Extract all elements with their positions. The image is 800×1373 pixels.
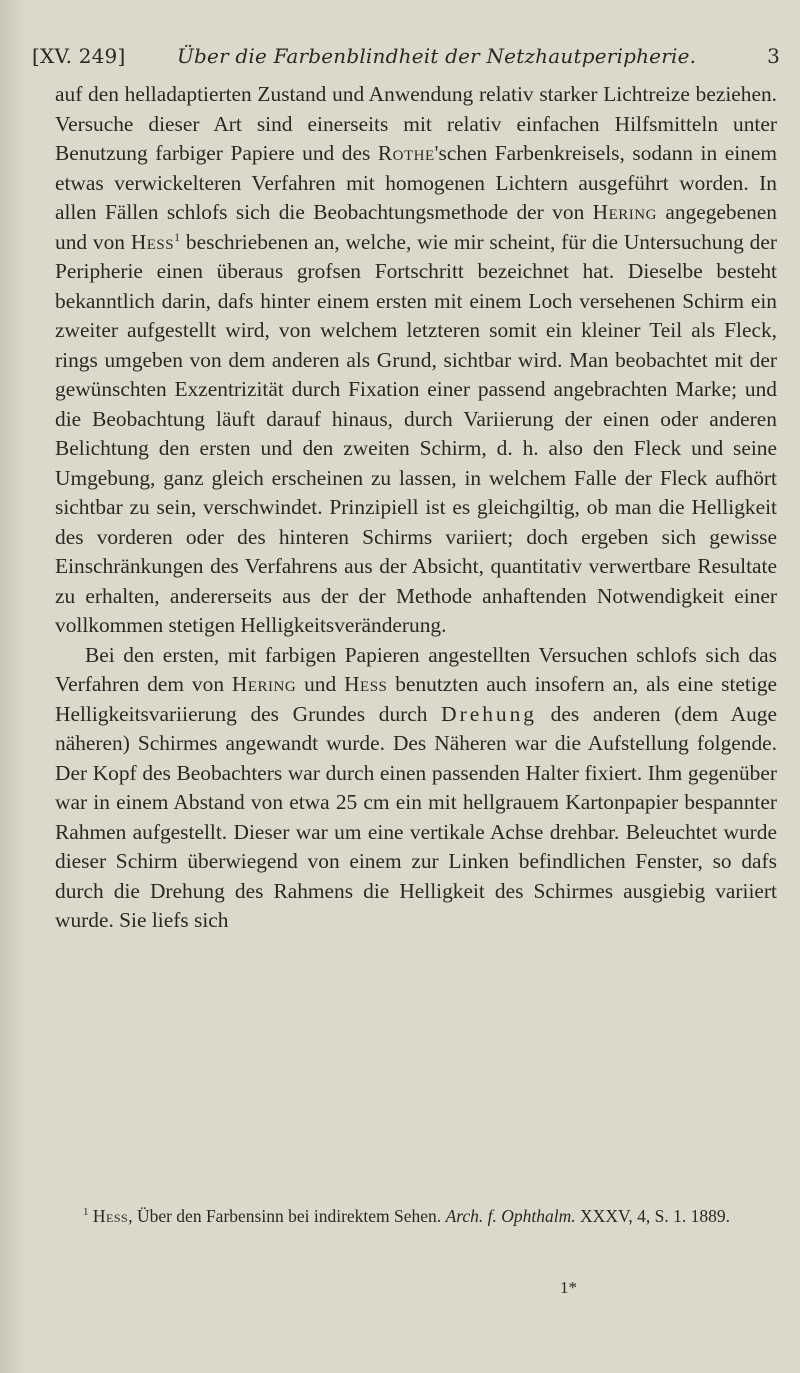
page-gutter-shadow (0, 0, 24, 1373)
signature-mark: 1* (560, 1278, 577, 1297)
main-text (55, 80, 777, 936)
name-rothe: Rothe (377, 141, 435, 165)
footnote-author: Hess (92, 1206, 129, 1226)
footnote: $^1$ Hess, Über den Farbensinn bei indirektem Sehen. Arch. f. Ophthalm. XXXV, 4, S. 1. 1889. (83, 1206, 730, 1226)
footnote-reference: 1 (174, 229, 181, 244)
page-number: 3 (767, 44, 780, 68)
paragraph-2: Bei den ersten, mit farbigen Papieren angestellten Versuchen schlofs sich das Verfahren dem von Hering und Hess benutzten auch insofern an, als eine stetige Helligkeitsvariierung des Grundes durch Drehung des anderen (dem Auge näheren) Schirmes angewandt wurde. Des Näheren war die Aufstellung folgende. Der Kopf des Beobachters war durch einen passenden Halter fixiert. Ihm gegenüber war in einem Abstand von etwa 25 cm ein mit hellgrauem Kartonpapier bespannter Rahmen aufgestellt. Dieser war um eine vertikale Achse drehbar. Beleuchtet wurde dieser Schirm überwiegend von einem zur Linken befindlichen Fenster, so dafs durch die Drehung des Rahmens die Helligkeit des Schirmes ausgiebig variiert wurde. Sie liefs sich (55, 642, 778, 932)
name-hess: Hess (130, 229, 175, 254)
name-hess-2: Hess (344, 672, 388, 696)
name-hering-2: Hering (231, 672, 297, 696)
footnote-journal: Arch. f. Ophthalm. (445, 1206, 576, 1226)
name-hering: Hering (592, 200, 657, 224)
footnote-mark: 1 (83, 1206, 89, 1219)
running-title: Über die Farbenblindheit der Netzhautperipherie. (177, 44, 697, 68)
running-header (32, 44, 780, 74)
spaced-emphasis: Drehung (441, 701, 537, 726)
paragraph-1: auf den helladaptierten Zustand und Anwendung relativ starker Lichtreize beziehen. Versuche dieser Art sind einerseits mit relativ einfachen Hilfsmitteln unter Benutzung farbiger Papiere und des Rothe'schen Farbenkreisels, sodann in einem etwas verwickelteren Verfahren mit homogenen Lichtern ausgeführt worden. In allen Fällen schlofs sich die Beobachtungsmethode der von Hering angegebenen und von Hess$^1$ beschriebenen an, welche, wie mir scheint, für die Untersuchung der Peripherie einen überaus grofsen Fortschritt bezeichnet hat. Dieselbe besteht bekanntlich darin, dafs hinter einem ersten mit einem Loch versehenen Schirm ein zweiter aufgestellt wird, von welchem letzteren somit ein kleiner Teil als Fleck, rings umgeben von dem anderen als Grund, sichtbar wird. Man beobachtet mit der gewünschten Exzentrizität durch Fixation einer passend angebrachten Marke; und die Beobachtung läuft darauf hinaus, durch Variierung der einen oder anderen Belichtung den ersten und den zweiten Schirm, d. h. also den Fleck und seine Umgebung, ganz gleich erscheinen zu lassen, in welchem Falle der Fleck aufhört sichtbar zu sein, verschwindet. Prinzipiell ist es gleichgiltig, ob man die Helligkeit des vorderen oder des hinteren Schirms variiert; doch ergeben sich gewisse Einschränkungen des Verfahrens aus der Absicht, quantitativ verwertbare Resultate zu erhalten, andererseits aus der der Methode anhaftenden Notwendigkeit einer vollkommen stetigen Helligkeitsveränderung. (55, 82, 777, 637)
section-reference: [XV. 249] (32, 44, 126, 68)
